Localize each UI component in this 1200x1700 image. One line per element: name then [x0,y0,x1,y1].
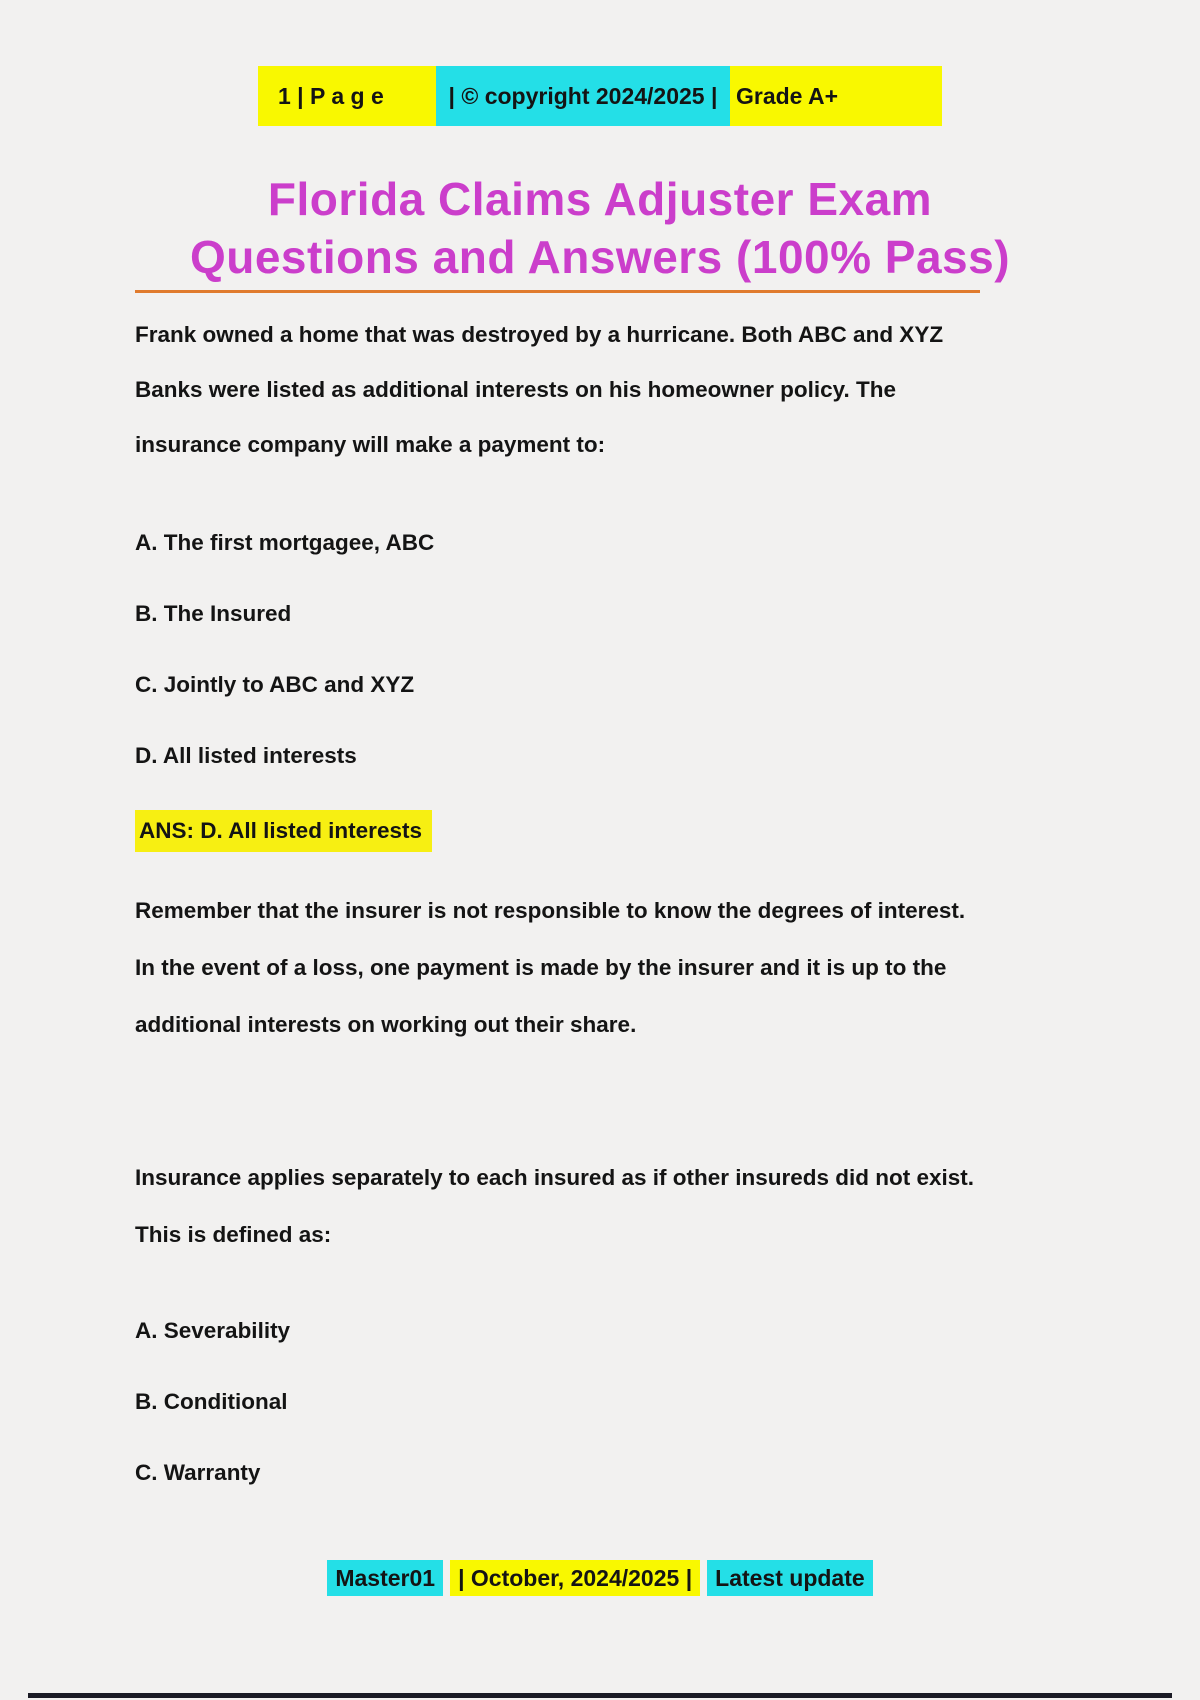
question-1-explanation-line: Remember that the insurer is not responsible to know the degrees of interest. [135,898,966,923]
footer-status-badge: Latest update [707,1560,873,1596]
question-2-line: This is defined as: [135,1222,332,1247]
question-1-explanation-line: additional interests on working out their share. [135,1012,637,1037]
page-header [0,66,1200,126]
question-1-option-c: C. Jointly to ABC and XYZ [135,672,415,697]
question-1-option-a: A. The first mortgagee, ABC [135,530,435,555]
question-2-option-c: C. Warranty [135,1460,261,1485]
title-line-2: Questions and Answers (100% Pass) [189,231,1011,283]
question-1-answer-highlight: ANS: D. All listed interests [135,810,432,852]
copyright-badge: | © copyright 2024/2025 | [436,66,730,126]
question-1-option-b: B. The Insured [135,601,292,626]
question-1-line: Banks were listed as additional interests on his homeowner policy. The [135,377,897,402]
question-2-option-a: A. Severability [135,1318,291,1343]
question-1-line: Frank owned a home that was destroyed by a hurricane. Both ABC and XYZ [135,322,944,347]
title-underline [135,290,980,293]
question-1-explanation-line: In the event of a loss, one payment is made by the insurer and it is up to the [135,955,947,980]
document-title [0,170,1200,286]
question-2-line: Insurance applies separately to each insured as if other insureds did not exist. [135,1165,975,1190]
grade-badge: Grade A+ [730,66,942,126]
footer-date-badge: | October, 2024/2025 | [450,1560,700,1596]
page-footer [0,1560,1200,1596]
question-1-answer-row [135,810,1075,852]
page-number-badge: 1 | P a g e [258,66,436,126]
page-bottom-border [28,1693,1172,1698]
title-line-1: Florida Claims Adjuster Exam [267,173,933,225]
footer-author-badge: Master01 [327,1560,443,1596]
question-2-option-b: B. Conditional [135,1389,288,1414]
question-1-line: insurance company will make a payment to: [135,432,606,457]
question-1-option-d: D. All listed interests [135,743,357,768]
document-body [135,321,1075,1487]
